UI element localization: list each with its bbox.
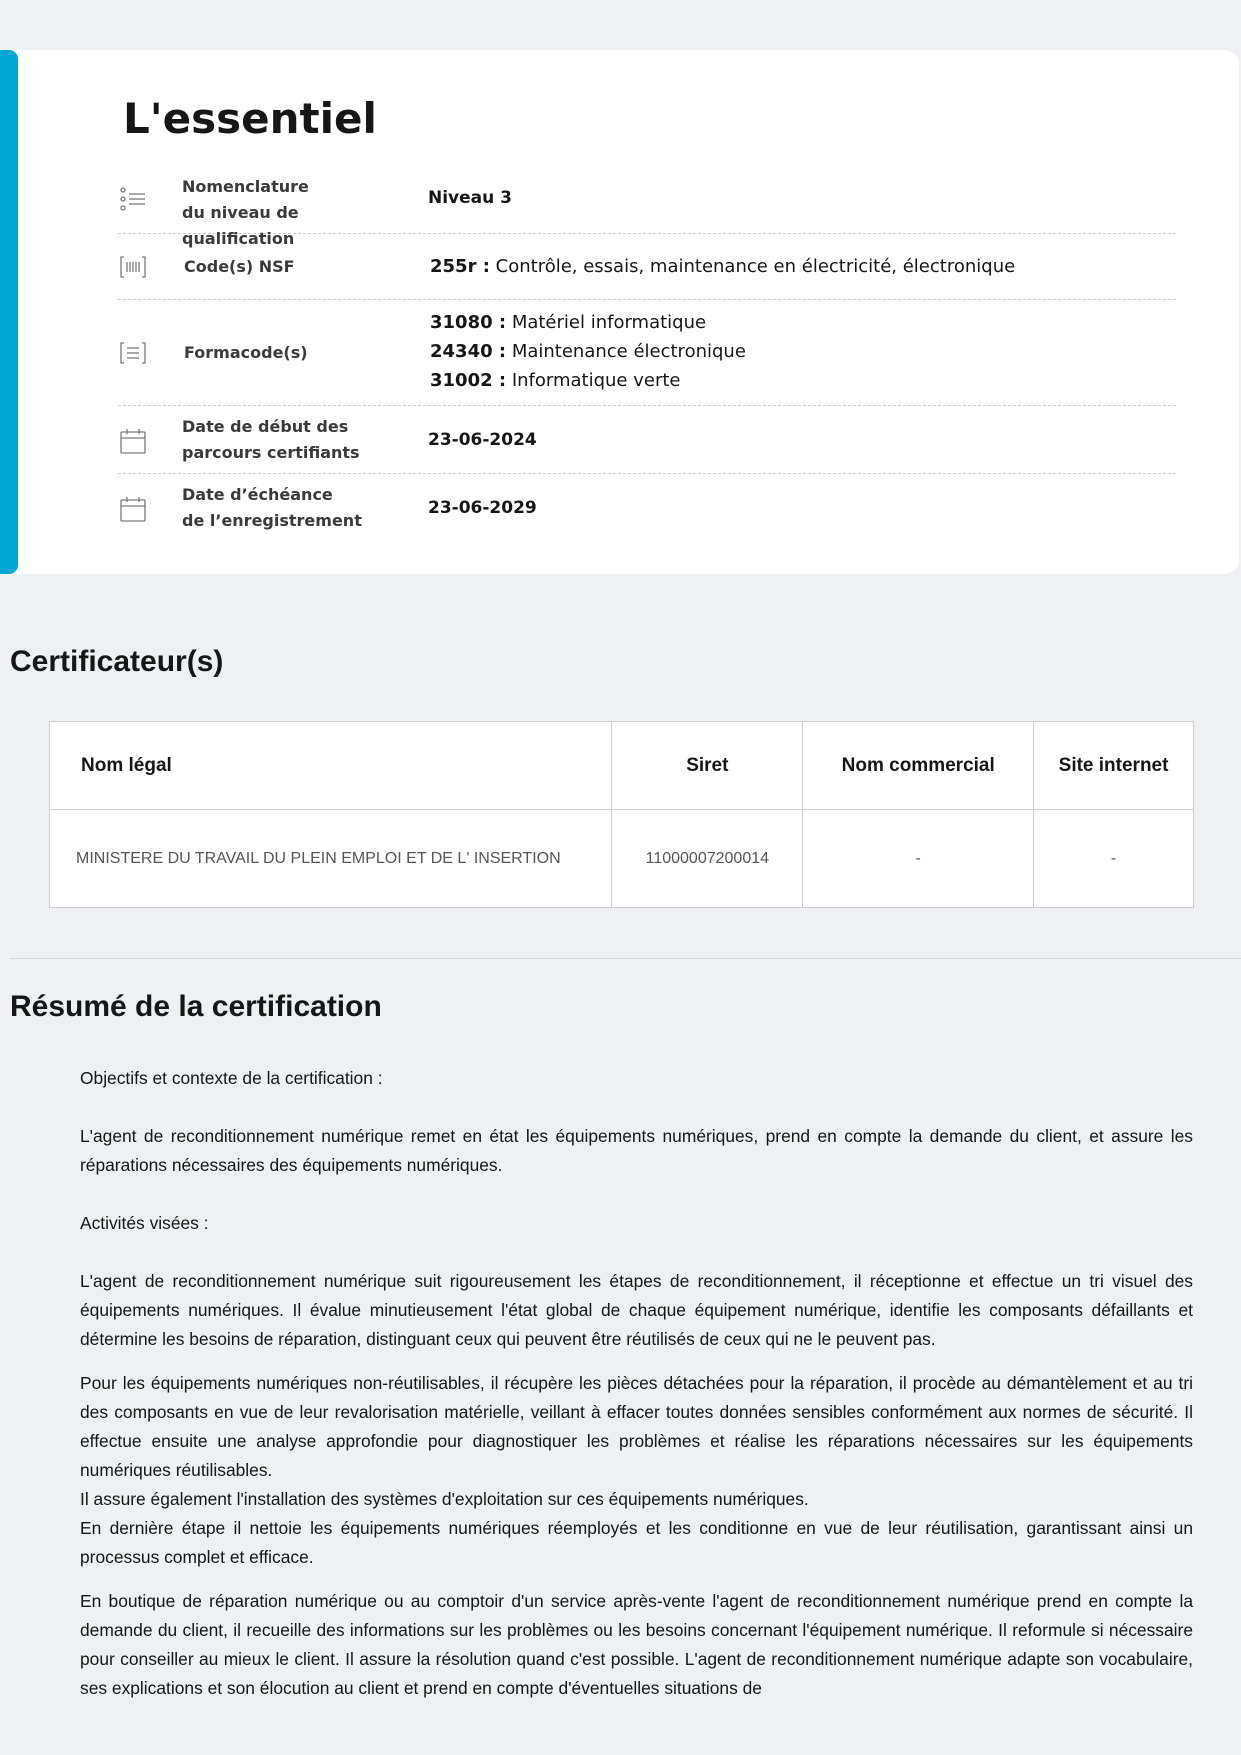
essentiel-card (0, 50, 1239, 574)
code-text: Informatique verte (506, 370, 681, 391)
resume-body (80, 1064, 1193, 1703)
label-line: du niveau de qualification (182, 203, 299, 248)
essentiel-title: L'essentiel (123, 94, 377, 143)
header-site-internet: Site internet (1034, 722, 1194, 810)
section-divider (10, 958, 1241, 959)
row-value (430, 252, 1015, 281)
code-text: Maintenance électronique (506, 341, 746, 362)
label-line: Nomenclature (182, 177, 309, 196)
cell-nom-legal: MINISTERE DU TRAVAIL DU PLEIN EMPLOI ET DE L' INSERTION (50, 810, 612, 908)
header-nom-commercial: Nom commercial (803, 722, 1034, 810)
info-row-nomenclature (118, 166, 1176, 248)
formacode-item (430, 366, 746, 395)
objectifs-text: L'agent de reconditionnement numérique remet en état les équipements numériques, prend en compte la demande du client, et assure les réparations nécessaires des équipements numériques. (80, 1126, 1193, 1175)
resume-paragraph: L'agent de reconditionnement numérique suit rigoureusement les étapes de reconditionnement, il réceptionne et effectue un tri visuel des équipements numériques. Il évalue minutieusement l'état global de chaque équipement numérique, identifie les composants défaillants et détermine les besoins de réparation, distinguant ceux qui peuvent être réutilisés de ceux qui ne le peuvent pas. (80, 1271, 1193, 1349)
row-value: 23-06-2029 (428, 498, 537, 518)
code: 255r : (430, 256, 490, 277)
table-header-row (50, 722, 1194, 810)
row-value: 23-06-2024 (428, 430, 537, 450)
label-line: Date d’échéance (182, 485, 333, 504)
row-value: Niveau 3 (428, 188, 512, 208)
label-line: parcours certifiants (182, 443, 360, 462)
row-label: Formacode(s) (184, 343, 308, 362)
accent-bar (0, 50, 18, 574)
resume-paragraph: Il assure également l'installation des systèmes d'exploitation sur ces équipements numériques. (80, 1489, 809, 1509)
code: 24340 : (430, 341, 507, 362)
resume-paragraph: Pour les équipements numériques non-réutilisables, il récupère les pièces détachées pour la réparation, il procède au démantèlement et au tri des composants en vue de leur revalorisation matérielle, veillant à effacer toutes données sensibles conformément aux normes de sécurité. Il effectue ensuite une analyse approfondie pour diagnostiquer les problèmes et réalise les réparations nécessaires sur les équipements numériques réutilisables. (80, 1373, 1193, 1480)
code-text: Contrôle, essais, maintenance en électricité, électronique (489, 256, 1016, 277)
calendar-icon (118, 426, 148, 456)
header-siret: Siret (612, 722, 803, 810)
list-box-icon (118, 338, 148, 368)
resume-paragraph: En boutique de réparation numérique ou au comptoir d'un service après-vente l'agent de reconditionnement numérique prend en compte la demande du client, il recueille des informations sur les problèmes ou les besoins concernant l'équipement numérique. Il reformule si nécessaire pour conseiller au mieux le client. Il assure la résolution quand c'est possible. L'agent de reconditionnement numérique adapte son vocabulaire, ses explications et son élocution au client et prend en compte d'éventuelles situations de (80, 1591, 1193, 1698)
resume-title: Résumé de la certification (10, 990, 382, 1023)
activites-heading: Activités visées : (80, 1213, 209, 1233)
objectifs-heading: Objectifs et contexte de la certification : (80, 1068, 383, 1088)
info-row-date-debut (118, 406, 1176, 474)
table-row (50, 810, 1194, 908)
info-row-nsf (118, 234, 1176, 300)
code-text: Matériel informatique (506, 312, 707, 333)
code: 31080 : (430, 312, 507, 333)
resume-paragraph: En dernière étape il nettoie les équipements numériques réemployés et les conditionne en vue de leur réutilisation, garantissant ainsi un processus complet et efficace. (80, 1518, 1193, 1567)
cell-siret: 11000007200014 (612, 810, 803, 908)
barcode-icon (118, 252, 148, 282)
calendar-icon (118, 494, 148, 524)
cell-nom-commercial: - (803, 810, 1034, 908)
info-row-date-echeance (118, 474, 1176, 544)
cell-site-internet: - (1034, 810, 1194, 908)
info-row-formacode (118, 300, 1176, 406)
formacode-item (430, 308, 746, 337)
list-icon (118, 184, 148, 214)
header-nom-legal: Nom légal (50, 722, 612, 810)
row-label (182, 482, 407, 534)
row-label (182, 414, 407, 466)
row-label: Code(s) NSF (184, 257, 295, 276)
certificateurs-table (49, 721, 1194, 908)
label-line: de l’enregistrement (182, 511, 362, 530)
row-value (430, 308, 746, 395)
code: 31002 : (430, 370, 507, 391)
formacode-item (430, 337, 746, 366)
certificateurs-title: Certificateur(s) (10, 645, 224, 678)
nsf-item (430, 252, 1015, 281)
label-line: Date de début des (182, 417, 349, 436)
